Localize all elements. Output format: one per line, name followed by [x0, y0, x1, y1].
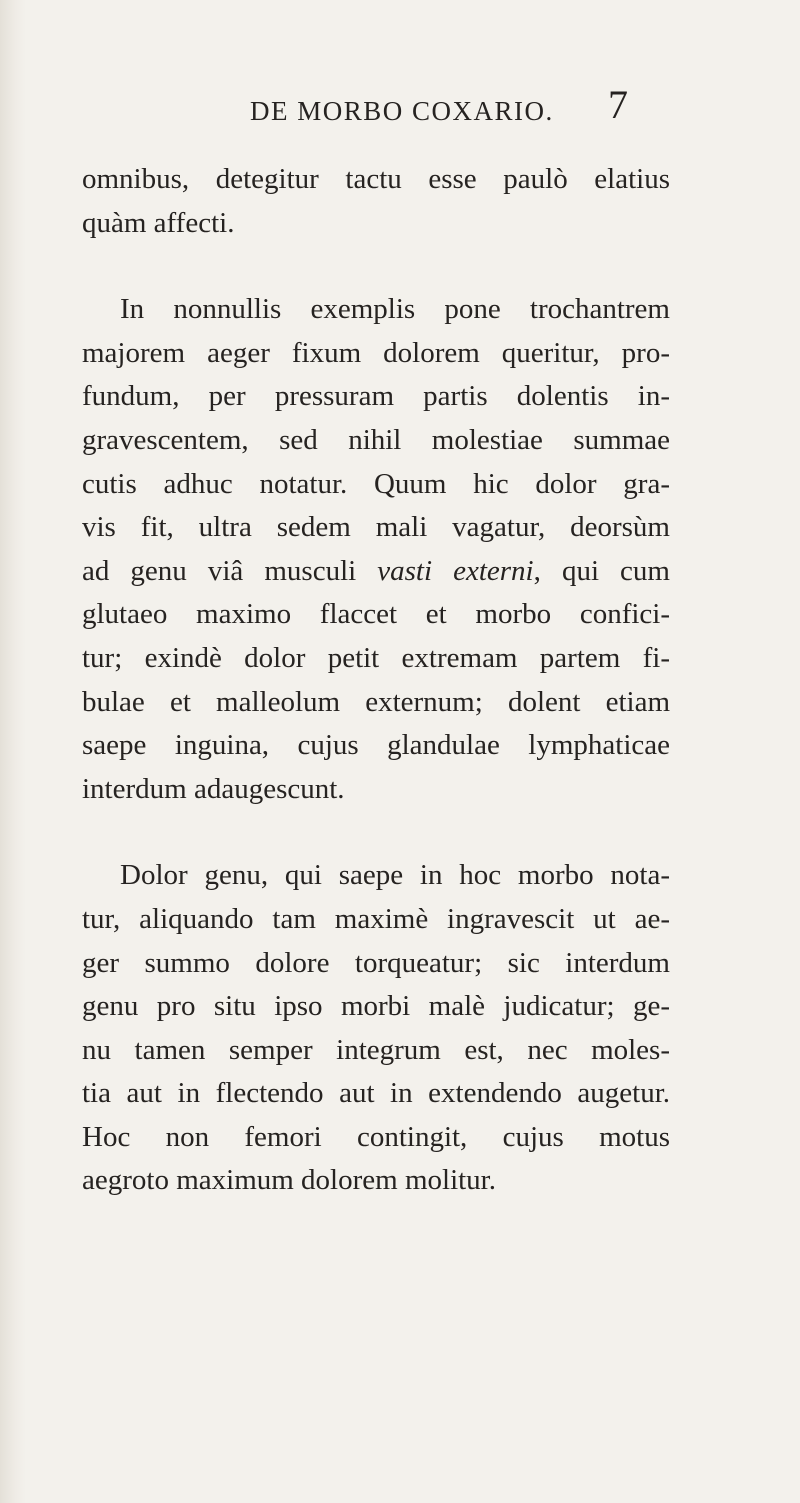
- text-line-mixed: [82, 550, 670, 594]
- paragraph-1: [82, 158, 670, 245]
- text-line: tia aut in flectendo aut in extendendo augetur.: [82, 1077, 670, 1110]
- text-line: genu pro situ ipso morbi malè judicatur; ge-: [82, 990, 670, 1023]
- text-line: aegroto maximum dolorem molitur.: [82, 1164, 496, 1197]
- italic-term: vasti externi: [377, 554, 534, 587]
- running-title: DE MORBO COXARIO.: [250, 96, 554, 126]
- text-line: quàm affecti.: [82, 206, 235, 239]
- text-line: bulae et malleolum externum; dolent etiam: [82, 685, 670, 718]
- running-head: [0, 82, 800, 136]
- text-line: ger summo dolore torqueatur; sic interdum: [82, 946, 670, 979]
- body-text: [82, 158, 670, 1203]
- paragraph-3: [82, 854, 670, 1203]
- paragraph-2: [82, 288, 670, 811]
- text-line: Dolor genu, qui saepe in hoc morbo nota-: [120, 859, 670, 892]
- page-number: 7: [608, 82, 628, 127]
- text-run: ad genu viâ musculi: [82, 554, 378, 587]
- text-line: Hoc non femori contingit, cujus motus: [82, 1120, 670, 1153]
- text-line: In nonnullis exemplis pone trochantrem: [120, 293, 670, 326]
- text-line: saepe inguina, cujus glandulae lymphaticae: [82, 729, 670, 762]
- text-line: cutis adhuc notatur. Quum hic dolor gra-: [82, 467, 670, 500]
- text-line: majorem aeger fixum dolorem queritur, pro-: [82, 336, 670, 369]
- binding-gutter-shadow: [0, 0, 26, 1503]
- text-line: tur; exindè dolor petit extremam partem fi-: [82, 641, 670, 674]
- text-line: omnibus, detegitur tactu esse paulò elatius: [82, 163, 670, 195]
- text-line: interdum adaugescunt.: [82, 772, 345, 805]
- text-line: vis fit, ultra sedem mali vagatur, deorsùm: [82, 511, 670, 544]
- text-line: tur, aliquando tam maximè ingravescit ut ae-: [82, 902, 670, 935]
- text-run: , qui cum: [533, 554, 670, 587]
- text-line: nu tamen semper integrum est, nec moles-: [82, 1033, 670, 1066]
- text-line: gravescentem, sed nihil molestiae summae: [82, 423, 670, 456]
- text-line: fundum, per pressuram partis dolentis in-: [82, 380, 670, 413]
- text-line: glutaeo maximo flaccet et morbo confici-: [82, 598, 670, 631]
